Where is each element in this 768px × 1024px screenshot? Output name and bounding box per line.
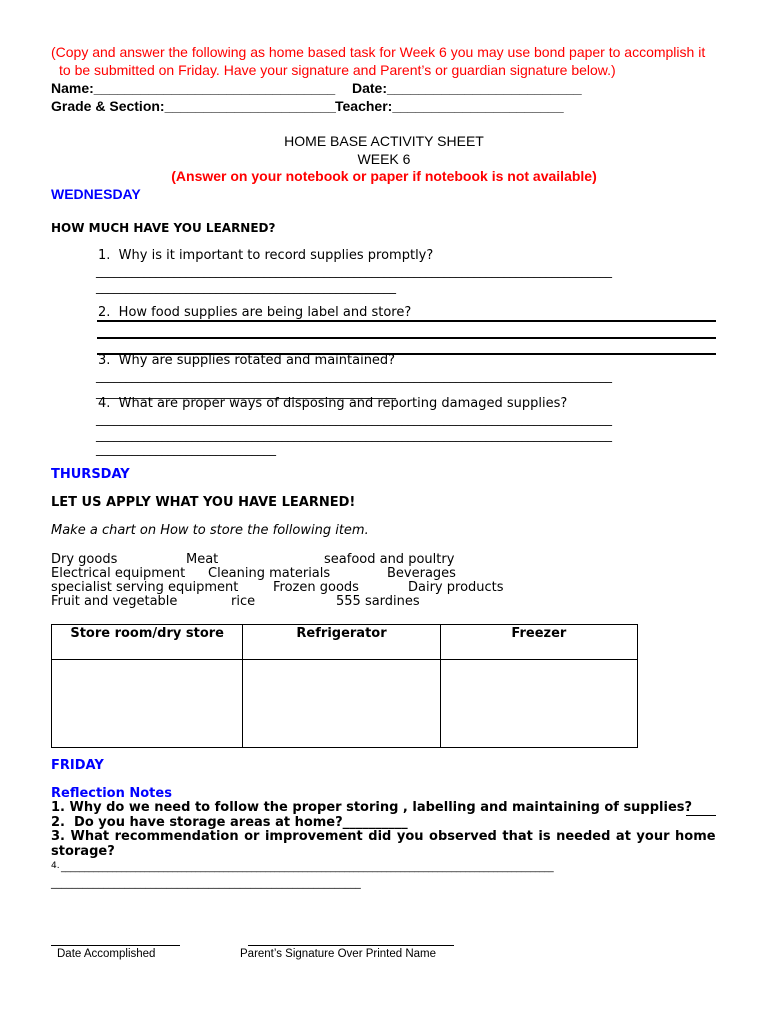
date-accomplished-label: Date Accomplished (57, 948, 156, 960)
answer-rule[interactable] (97, 337, 716, 339)
list-item: Electrical equipment (51, 566, 186, 581)
list-item: Fruit and vegetable (51, 594, 178, 609)
answer-line[interactable]: __________________________________________________ (96, 385, 396, 399)
answer-line[interactable]: __________________________________________________________________________________________________________ (61, 862, 554, 873)
table-cell-refrigerator[interactable] (243, 660, 440, 748)
question-1: 1. Why is it important to record supplies promptly? (98, 248, 434, 263)
week-title: WEEK 6 (357, 151, 411, 167)
grade-section-field[interactable]: Grade & Section:______________________ (51, 98, 336, 114)
reflection-question-3: 3. What recommendation or improvement did you observed that is needed at your home (51, 829, 716, 844)
instruction-line-2: to be submitted on Friday. Have your signature and Parent’s or guardian signature below.) (59, 62, 616, 78)
day-label-wednesday: WEDNESDAY (51, 186, 141, 202)
reflection-question-3-cont: storage? (51, 844, 115, 859)
question-2: 2. How food supplies are being label and store? (98, 305, 412, 320)
section-heading-learned: HOW MUCH HAVE YOU LEARNED? (51, 221, 276, 235)
list-item: seafood and poultry (324, 552, 455, 567)
date-accomplished-line[interactable] (51, 945, 180, 946)
list-item: Frozen goods (273, 580, 359, 595)
table-cell-storeroom[interactable] (52, 660, 243, 748)
answer-line[interactable]: ______________________________________________________________________________________ (96, 264, 612, 278)
table-cell-freezer[interactable] (440, 660, 637, 748)
day-label-thursday: THURSDAY (51, 467, 130, 482)
sheet-title: HOME BASE ACTIVITY SHEET (284, 133, 484, 149)
answer-line[interactable]: ______________________________________________________________________________________ (96, 369, 612, 383)
table-header-refrigerator: Refrigerator (243, 625, 440, 660)
answer-line[interactable]: ______________________________________________________________________________________ (96, 428, 612, 442)
instruction-line-1: (Copy and answer the following as home based task for Week 6 you may use bond paper to accomplish it (51, 44, 706, 60)
teacher-field[interactable]: Teacher:______________________ (335, 98, 564, 114)
section-heading-apply: LET US APPLY WHAT YOU HAVE LEARNED! (51, 495, 356, 510)
reflection-question-1: 1. Why do we need to follow the proper storing , labelling and maintaining of supplies? (51, 800, 693, 815)
question-4: 4. What are proper ways of disposing and reporting damaged supplies? (98, 396, 568, 411)
table-header-freezer: Freezer (440, 625, 637, 660)
chart-instruction: Make a chart on How to store the following item. (51, 523, 369, 538)
question-3: 3. Why are supplies rotated and maintained? (98, 353, 396, 368)
parent-signature-line[interactable] (248, 945, 454, 946)
answer-line[interactable]: ______________________________________________________________________________________ (96, 412, 612, 426)
reflection-notes-heading: Reflection Notes (51, 786, 172, 801)
list-item: Dry goods (51, 552, 118, 567)
answer-line[interactable]: ______________________________ (96, 442, 276, 456)
answer-line[interactable]: __________________________________________________ (96, 280, 396, 294)
date-field[interactable]: Date:_________________________ (352, 80, 582, 96)
list-item: specialist serving equipment (51, 580, 239, 595)
table-header-storeroom: Store room/dry store (52, 625, 243, 660)
day-label-friday: FRIDAY (51, 758, 104, 773)
parent-signature-label: Parent’s Signature Over Printed Name (240, 948, 437, 960)
storage-chart-table (51, 624, 638, 748)
answer-line[interactable]: ___________________________________________________________ (51, 877, 361, 889)
reflection-question-2: 2. Do you have storage areas at home?__________ (51, 815, 408, 830)
answer-instruction: (Answer on your notebook or paper if notebook is not available) (171, 168, 597, 184)
list-item: Dairy products (408, 580, 504, 595)
name-field[interactable]: Name:_______________________________ (51, 80, 336, 96)
list-item: Beverages (387, 566, 456, 581)
list-item: Meat (186, 552, 219, 567)
answer-rule[interactable] (97, 320, 716, 322)
list-item: rice (231, 594, 256, 609)
list-item: Cleaning materials (208, 566, 331, 581)
list-item: 555 sardines (336, 594, 420, 609)
reflection-question-4-number: 4. (51, 861, 60, 871)
answer-rule[interactable] (686, 815, 716, 816)
